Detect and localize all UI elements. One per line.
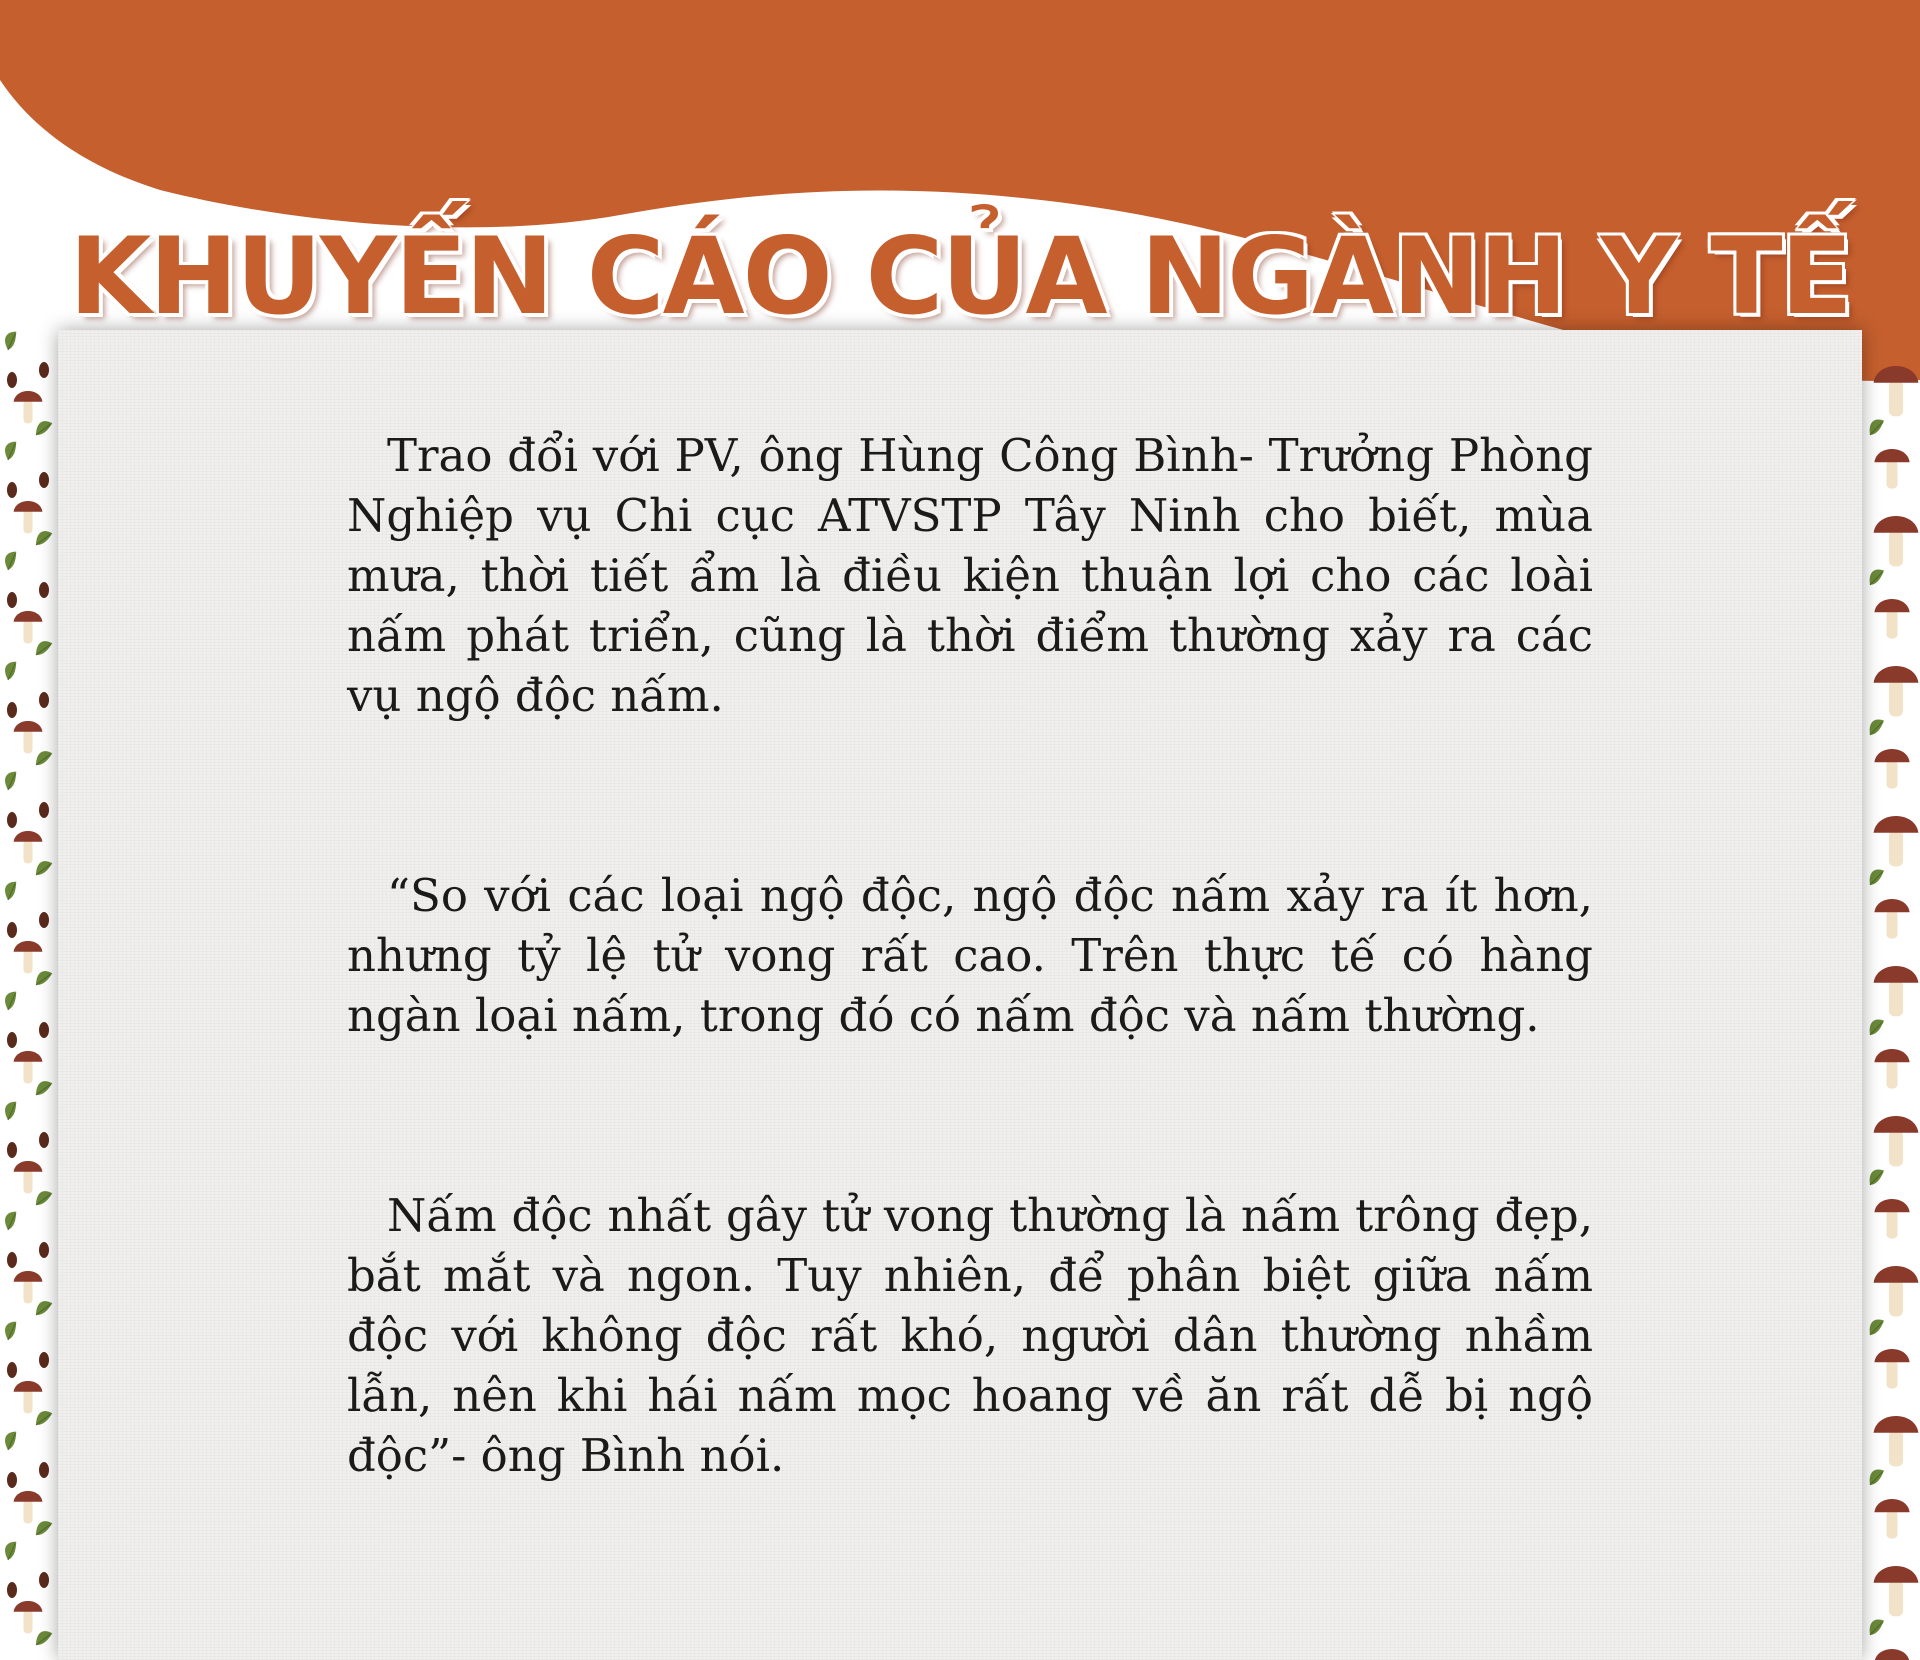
leaf-icon (32, 528, 55, 547)
leaf-icon (1, 1318, 20, 1341)
leaf-icon (1, 1098, 20, 1121)
mushroom-icon (1874, 816, 1919, 866)
mushroom-icon (14, 1161, 43, 1193)
mushroom-icon (1874, 1416, 1919, 1466)
mushroom-icon (1874, 1266, 1919, 1316)
leaf-icon (1864, 716, 1886, 737)
leaf-icon (32, 968, 55, 987)
leaf-icon (32, 1188, 55, 1207)
seed-icon (7, 1582, 17, 1598)
mushroom-icon (1874, 449, 1909, 489)
seed-icon (7, 1142, 17, 1158)
page-title: KHUYẾN CÁO CỦA NGÀNH Y TẾ (69, 215, 1851, 338)
leaf-icon (1, 878, 20, 901)
leaf-icon (1, 658, 20, 681)
mushroom-icon (1874, 666, 1919, 716)
seed-icon (39, 1132, 49, 1148)
mushroom-icon (14, 721, 43, 753)
mushroom-icon (14, 831, 43, 863)
mushroom-icon (1874, 1566, 1919, 1616)
leaf-icon (32, 418, 55, 437)
mushroom-icon (1874, 1499, 1909, 1539)
seed-icon (39, 362, 49, 378)
seed-icon (7, 1362, 17, 1378)
mushroom-icon (14, 1271, 43, 1303)
seed-icon (7, 1252, 17, 1268)
paragraph-3: Nấm độc nhất gây tử vong thường là nấm trông đẹp, bắt mắt và ngon. Tuy nhiên, để phân biệt giữa nấm độc với không độc rất khó, người dân thường nhầm lẫn, nên khi hái nấm mọc hoang về ăn rất dễ bị ngộ độc”- ông Bình nói. (347, 1189, 1593, 1482)
mushroom-icon (14, 941, 43, 973)
seed-icon (39, 582, 49, 598)
seed-icon (7, 482, 17, 498)
leaf-icon (1864, 1616, 1886, 1637)
mushroom-icon (14, 611, 43, 643)
leaf-icon (1864, 416, 1886, 437)
mushroom-icon (1874, 1199, 1909, 1239)
leaf-icon (1864, 566, 1886, 587)
leaf-icon (1864, 866, 1886, 887)
mushroom-icon (1874, 1116, 1919, 1166)
seed-icon (39, 1022, 49, 1038)
leaf-icon (32, 1628, 55, 1647)
right-decor-border (1862, 330, 1920, 1660)
mushroom-icon (14, 391, 43, 423)
leaf-icon (32, 1298, 55, 1317)
seed-icon (7, 1472, 17, 1488)
leaf-icon (32, 1078, 55, 1097)
paragraph-2: “So với các loại ngộ độc, ngộ độc nấm xảy ra ít hơn, nhưng tỷ lệ tử vong rất cao. Trên thực tế có hàng ngàn loại nấm, trong đó có nấm độc và nấm thường. (347, 869, 1593, 1042)
leaf-icon (1, 1538, 20, 1561)
seed-icon (39, 1572, 49, 1588)
mushroom-icon (1874, 599, 1909, 639)
leaf-icon (1, 768, 20, 791)
seed-icon (7, 372, 17, 388)
leaf-icon (1, 988, 20, 1011)
seed-icon (7, 1032, 17, 1048)
leaf-icon (1, 1208, 20, 1231)
seed-icon (7, 702, 17, 718)
seed-icon (7, 922, 17, 938)
seed-icon (7, 812, 17, 828)
paragraph-1: Trao đổi với PV, ông Hùng Công Bình- Trưởng Phòng Nghiệp vụ Chi cục ATVSTP Tây Ninh cho biết, mùa mưa, thời tiết ẩm là điều kiện thuận lợi cho các loài nấm phát triển, cũng là thời điểm thường xảy ra các vụ ngộ độc nấm. (347, 429, 1593, 722)
mushroom-icon (1874, 366, 1919, 416)
leaf-icon (32, 748, 55, 767)
leaf-icon (32, 638, 55, 657)
mushroom-icon (1874, 516, 1919, 566)
mushroom-icon (14, 1051, 43, 1083)
seed-icon (39, 802, 49, 818)
leaf-icon (1, 1428, 20, 1451)
seed-icon (39, 912, 49, 928)
mushroom-icon (14, 501, 43, 533)
seed-icon (39, 692, 49, 708)
mushroom-icon (1874, 749, 1909, 789)
seed-icon (39, 1462, 49, 1478)
article-body (347, 426, 1593, 1486)
leaf-icon (1864, 1466, 1886, 1487)
mushroom-icon (14, 1491, 43, 1523)
leaf-icon (1, 548, 20, 571)
leaf-icon (1864, 1316, 1886, 1337)
mushroom-icon (1874, 1349, 1909, 1389)
leaf-icon (1, 330, 20, 351)
leaf-icon (1, 438, 20, 461)
mushroom-icon (1874, 899, 1909, 939)
mushroom-icon (1874, 1049, 1909, 1089)
leaf-icon (32, 858, 55, 877)
mushroom-icon (14, 1601, 43, 1633)
mushroom-icon (14, 1381, 43, 1413)
leaf-icon (1864, 1016, 1886, 1037)
mushroom-icon (1874, 1649, 1909, 1660)
leaf-icon (1864, 1166, 1886, 1187)
seed-icon (39, 472, 49, 488)
seed-icon (39, 1352, 49, 1368)
leaf-icon (32, 1408, 55, 1427)
seed-icon (39, 1242, 49, 1258)
left-decor-border (0, 330, 58, 1660)
mushroom-icon (1874, 966, 1919, 1016)
leaf-icon (32, 1518, 55, 1537)
seed-icon (7, 592, 17, 608)
